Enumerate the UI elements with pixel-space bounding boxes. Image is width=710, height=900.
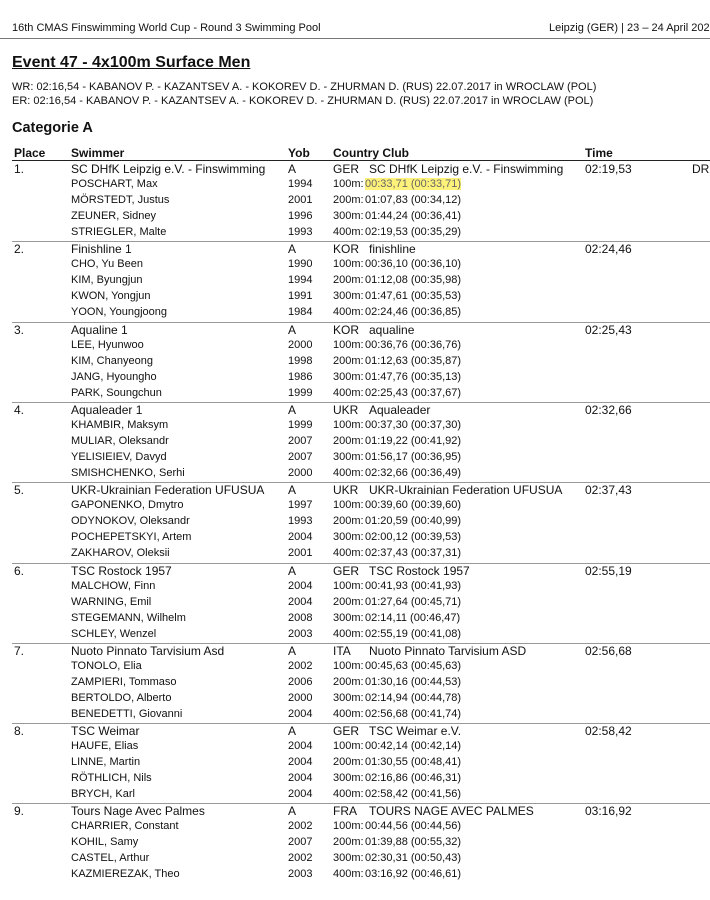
swimmer-name: CASTEL, Arthur	[71, 852, 150, 865]
swimmer-yob: 1990	[288, 258, 313, 271]
swimmer-name: KIM, Chanyeong	[71, 354, 153, 367]
team-place: 2.	[14, 242, 25, 257]
swimmer-yob: 2002	[288, 852, 313, 865]
team-country: FRA	[333, 804, 357, 819]
split-time: 00:36,76 (00:36,76)	[365, 338, 462, 351]
split-label: 300m:	[333, 370, 364, 383]
split-time: 01:39,88 (00:55,32)	[365, 836, 462, 849]
split-label: 400m:	[333, 466, 364, 479]
swimmer-row	[0, 274, 710, 290]
col-header-country-club: Country Club	[333, 146, 409, 160]
swimmer-row	[0, 612, 710, 628]
col-header-time: Time	[585, 146, 613, 160]
swimmer-yob: 1998	[288, 354, 313, 367]
split-label: 100m:	[333, 258, 364, 271]
page-header	[0, 0, 710, 39]
swimmer-row	[0, 419, 710, 435]
swimmer-name: MALCHOW, Finn	[71, 579, 156, 592]
swimmer-row	[0, 435, 710, 451]
team-club: Nuoto Pinnato Tarvisium ASD	[369, 643, 527, 658]
swimmer-row	[0, 531, 710, 547]
team-club: TSC Weimar e.V.	[369, 724, 462, 739]
swimmer-yob: 1994	[288, 274, 313, 287]
swimmer-yob: 2004	[288, 788, 313, 801]
swimmer-name: POCHEPETSKYI, Artem	[71, 531, 192, 544]
swimmer-yob: 2004	[288, 531, 313, 544]
swimmer-name: YELISIEIEV, Davyd	[71, 450, 167, 463]
swimmer-row	[0, 499, 710, 515]
split-time: 01:27,64 (00:45,71)	[365, 595, 462, 608]
swimmer-row	[0, 628, 710, 644]
split-time: 00:33,71 (00:33,71)	[365, 178, 462, 190]
swimmer-name: SCHLEY, Wenzel	[71, 627, 157, 640]
swimmer-yob: 1997	[288, 499, 313, 512]
split-label: 200m:	[333, 836, 364, 849]
team-country: GER	[333, 162, 360, 176]
split-label: 300m:	[333, 290, 364, 303]
split-time: 01:19,22 (00:41,92)	[365, 434, 462, 447]
split-label: 200m:	[333, 194, 364, 206]
split-label: 100m:	[333, 740, 364, 753]
split-label: 100m:	[333, 820, 364, 833]
venue-dates: Leipzig (GER) | 23 – 24 April 202	[549, 22, 710, 34]
team-place: 1.	[14, 162, 25, 176]
swimmer-name: KIM, Byungjun	[71, 274, 143, 287]
team-place: 4.	[14, 402, 25, 417]
split-label: 100m:	[333, 579, 364, 592]
team-name: UKR-Ukrainian Federation UFUSUA	[71, 483, 265, 498]
swimmer-yob: 1999	[288, 386, 313, 399]
split-label: 400m:	[333, 788, 364, 801]
split-label: 100m:	[333, 659, 364, 672]
split-label: 400m:	[333, 627, 364, 640]
swimmer-yob: 1994	[288, 178, 313, 190]
team-class: A	[288, 162, 297, 176]
swimmer-row	[0, 290, 710, 306]
team-class: A	[288, 563, 297, 578]
split-label: 300m:	[333, 852, 364, 865]
team-name: Aqualeader 1	[71, 402, 143, 417]
team-place: 5.	[14, 483, 25, 498]
swimmer-name: BRYCH, Karl	[71, 788, 135, 801]
swimmer-row	[0, 515, 710, 531]
swimmer-name: PARK, Soungchun	[71, 386, 162, 399]
swimmer-name: LINNE, Martin	[71, 756, 141, 769]
swimmer-yob: 2007	[288, 836, 313, 849]
swimmer-row	[0, 852, 710, 868]
swimmer-row	[0, 306, 710, 322]
swimmer-yob: 2000	[288, 338, 313, 351]
swimmer-row	[0, 194, 710, 210]
swimmer-row	[0, 836, 710, 852]
split-label: 300m:	[333, 691, 364, 704]
team-country: GER	[333, 724, 360, 739]
swimmer-yob: 2002	[288, 820, 313, 833]
swimmer-name: KAZMIEREZAK, Theo	[71, 868, 180, 881]
split-time: 02:24,46 (00:36,85)	[365, 306, 462, 319]
swimmer-row	[0, 596, 710, 612]
swimmer-yob: 1986	[288, 370, 313, 383]
team-place: 8.	[14, 724, 25, 739]
split-label: 100m:	[333, 499, 364, 512]
swimmer-name: LEE, Hyunwoo	[71, 338, 144, 351]
swimmer-name: MULIAR, Oleksandr	[71, 434, 169, 447]
team-class: A	[288, 643, 297, 658]
swimmer-yob: 2003	[288, 627, 313, 640]
team-country: KOR	[333, 242, 360, 257]
swimmer-yob: 2001	[288, 194, 313, 206]
split-label: 400m:	[333, 868, 364, 881]
team-country: ITA	[333, 643, 351, 658]
swimmer-row	[0, 660, 710, 676]
team-name: Aqualine 1	[71, 322, 128, 337]
swimmer-name: HAUFE, Elias	[71, 740, 139, 753]
split-time: 01:44,24 (00:36,41)	[365, 210, 462, 222]
swimmer-yob: 2004	[288, 579, 313, 592]
split-label: 400m:	[333, 226, 364, 238]
category-heading: Categorie A	[12, 120, 93, 136]
team-place: 3.	[14, 322, 25, 337]
team-club: Aqualeader	[369, 402, 431, 417]
team-name: Nuoto Pinnato Tarvisium Asd	[71, 643, 225, 658]
swimmer-row	[0, 371, 710, 387]
split-time: 02:16,86 (00:46,31)	[365, 772, 462, 785]
swimmer-name: GAPONENKO, Dmytro	[71, 499, 184, 512]
team-time: 03:16,92	[585, 804, 632, 819]
swimmer-row	[0, 355, 710, 371]
team-name: SC DHfK Leipzig e.V. - Finswimming	[71, 162, 266, 176]
team-country: GER	[333, 563, 360, 578]
team-name: TSC Weimar	[71, 724, 140, 739]
team-club: finishline	[369, 242, 416, 257]
split-time: 01:47,76 (00:35,13)	[365, 370, 462, 383]
swimmer-row	[0, 756, 710, 772]
col-header-swimmer: Swimmer	[71, 146, 125, 160]
team-name: Tours Nage Avec Palmes	[71, 804, 205, 819]
team-place: 6.	[14, 563, 25, 578]
team-country: UKR	[333, 402, 359, 417]
split-time: 00:44,56 (00:44,56)	[365, 820, 462, 833]
team-time: 02:25,43	[585, 322, 632, 337]
split-label: 400m:	[333, 707, 364, 720]
swimmer-row	[0, 258, 710, 274]
swimmer-name: WARNING, Emil	[71, 595, 152, 608]
team-club: TSC Rostock 1957	[369, 563, 470, 578]
swimmer-yob: 2007	[288, 450, 313, 463]
split-time: 00:41,93 (00:41,93)	[365, 579, 462, 592]
swimmer-name: RÖTHLICH, Nils	[71, 772, 152, 785]
team-class: A	[288, 724, 297, 739]
swimmer-name: STRIEGLER, Malte	[71, 226, 167, 238]
swimmer-row	[0, 467, 710, 483]
swimmer-yob: 2002	[288, 659, 313, 672]
swimmer-name: SMISHCHENKO, Serhi	[71, 466, 185, 479]
swimmer-name: ZEUNER, Sidney	[71, 210, 156, 222]
split-time: 00:42,14 (00:42,14)	[365, 740, 462, 753]
split-time: 02:30,31 (00:50,43)	[365, 852, 462, 865]
split-label: 300m:	[333, 611, 364, 624]
split-time: 02:14,94 (00:44,78)	[365, 691, 462, 704]
swimmer-name: JANG, Hyoungho	[71, 370, 157, 383]
swimmer-name: STEGEMANN, Wilhelm	[71, 611, 186, 624]
split-time: 00:39,60 (00:39,60)	[365, 499, 462, 512]
team-time: 02:19,53	[585, 162, 632, 176]
team-club: aqualine	[369, 322, 415, 337]
team-row	[0, 644, 710, 660]
split-time: 01:12,63 (00:35,87)	[365, 354, 462, 367]
split-time: 00:45,63 (00:45,63)	[365, 659, 462, 672]
team-class: A	[288, 242, 297, 257]
team-place: 7.	[14, 643, 25, 658]
swimmer-row	[0, 868, 710, 884]
swimmer-row	[0, 740, 710, 756]
team-row	[0, 564, 710, 580]
split-label: 300m:	[333, 531, 364, 544]
swimmer-yob: 2000	[288, 466, 313, 479]
split-label: 400m:	[333, 306, 364, 319]
team-country: UKR	[333, 483, 359, 498]
swimmer-row	[0, 339, 710, 355]
split-time: 02:25,43 (00:37,67)	[365, 386, 462, 399]
team-row	[0, 483, 710, 499]
swimmer-row	[0, 708, 710, 724]
split-label: 300m:	[333, 210, 364, 222]
team-class: A	[288, 804, 297, 819]
team-club: SC DHfK Leipzig e.V. - Finswimming	[369, 162, 564, 176]
swimmer-name: KWON, Yongjun	[71, 290, 151, 303]
swimmer-yob: 2007	[288, 434, 313, 447]
swimmer-name: POSCHART, Max	[71, 178, 158, 190]
swimmer-name: KOHIL, Samy	[71, 836, 139, 849]
swimmer-yob: 2004	[288, 740, 313, 753]
swimmer-row	[0, 210, 710, 226]
split-time: 03:16,92 (00:46,61)	[365, 868, 462, 881]
swimmer-yob: 2004	[288, 756, 313, 769]
swimmer-row	[0, 676, 710, 692]
swimmer-name: CHARRIER, Constant	[71, 820, 179, 833]
swimmer-yob: 2001	[288, 547, 313, 560]
team-row	[0, 162, 710, 178]
swimmer-name: ZAKHAROV, Oleksii	[71, 547, 170, 560]
swimmer-yob: 2000	[288, 691, 313, 704]
swimmer-yob: 1984	[288, 306, 313, 319]
swimmer-yob: 2004	[288, 595, 313, 608]
split-label: 200m:	[333, 434, 364, 447]
split-label: 200m:	[333, 756, 364, 769]
split-time: 01:20,59 (00:40,99)	[365, 515, 462, 528]
split-time: 02:55,19 (00:41,08)	[365, 627, 462, 640]
split-time: 02:00,12 (00:39,53)	[365, 531, 462, 544]
team-row	[0, 403, 710, 419]
team-time: 02:55,19	[585, 563, 632, 578]
split-time: 02:58,42 (00:41,56)	[365, 788, 462, 801]
split-time: 01:30,55 (00:48,41)	[365, 756, 462, 769]
swimmer-name: ZAMPIERI, Tommaso	[71, 675, 177, 688]
swimmer-yob: 1991	[288, 290, 313, 303]
team-row	[0, 323, 710, 339]
split-label: 200m:	[333, 595, 364, 608]
split-label: 200m:	[333, 354, 364, 367]
split-time: 02:56,68 (00:41,74)	[365, 707, 462, 720]
competition-title: 16th CMAS Finswimming World Cup - Round 3 Swimming Pool	[12, 22, 321, 34]
header-rule	[12, 160, 710, 161]
swimmer-yob: 1999	[288, 418, 313, 431]
swimmer-name: BENEDETTI, Giovanni	[71, 707, 183, 720]
swimmer-yob: 2004	[288, 772, 313, 785]
swimmer-yob: 1993	[288, 515, 313, 528]
team-row	[0, 242, 710, 258]
split-time: 01:07,83 (00:34,12)	[365, 194, 462, 206]
swimmer-row	[0, 451, 710, 467]
swimmer-yob: 1993	[288, 226, 313, 238]
team-time: 02:37,43	[585, 483, 632, 498]
world-record: WR: 02:16,54 - KABANOV P. - KAZANTSEV A. - KOKOREV D. - ZHURMAN D. (RUS) 22.07.2017 in WROCLAW (POL)	[12, 81, 597, 93]
split-label: 200m:	[333, 515, 364, 528]
split-time: 02:32,66 (00:36,49)	[365, 466, 462, 479]
col-header-place: Place	[14, 146, 46, 160]
swimmer-row	[0, 580, 710, 596]
swimmer-yob: 2006	[288, 675, 313, 688]
european-record: ER: 02:16,54 - KABANOV P. - KAZANTSEV A. - KOKOREV D. - ZHURMAN D. (RUS) 22.07.2017 in WROCLAW (POL)	[12, 95, 594, 107]
swimmer-yob: 2003	[288, 868, 313, 881]
swimmer-name: YOON, Youngjoong	[71, 306, 168, 319]
swimmer-row	[0, 387, 710, 403]
split-label: 300m:	[333, 772, 364, 785]
team-club: UKR-Ukrainian Federation UFUSUA	[369, 483, 563, 498]
event-title: Event 47 - 4x100m Surface Men	[12, 54, 251, 71]
split-label: 100m:	[333, 338, 364, 351]
team-name: Finishline 1	[71, 242, 132, 257]
split-label: 100m:	[333, 178, 364, 190]
swimmer-row	[0, 547, 710, 563]
team-class: A	[288, 483, 297, 498]
swimmer-row	[0, 178, 710, 194]
swimmer-name: BERTOLDO, Alberto	[71, 691, 172, 704]
split-label: 400m:	[333, 547, 364, 560]
swimmer-name: KHAMBIR, Maksym	[71, 418, 169, 431]
swimmer-row	[0, 226, 710, 242]
team-country: KOR	[333, 322, 360, 337]
split-time: 00:37,30 (00:37,30)	[365, 418, 462, 431]
split-time: 02:14,11 (00:46,47)	[365, 611, 461, 624]
swimmer-yob: 2008	[288, 611, 313, 624]
team-time: 02:56,68	[585, 643, 632, 658]
team-row	[0, 804, 710, 820]
team-time: 02:58,42	[585, 724, 632, 739]
split-label: 200m:	[333, 675, 364, 688]
split-label: 200m:	[333, 274, 364, 287]
team-name: TSC Rostock 1957	[71, 563, 172, 578]
swimmer-row	[0, 772, 710, 788]
team-time: 02:32,66	[585, 402, 632, 417]
swimmer-name: MÖRSTEDT, Justus	[71, 194, 170, 206]
team-time: 02:24,46	[585, 242, 632, 257]
team-club: TOURS NAGE AVEC PALMES	[369, 804, 534, 819]
swimmer-yob: 1996	[288, 210, 313, 222]
split-time: 01:47,61 (00:35,53)	[365, 290, 462, 303]
split-label: 400m:	[333, 386, 364, 399]
swimmer-row	[0, 692, 710, 708]
team-place: 9.	[14, 804, 25, 819]
split-time: 01:12,08 (00:35,98)	[365, 274, 462, 287]
team-note: DR	[692, 162, 710, 176]
team-class: A	[288, 322, 297, 337]
team-class: A	[288, 402, 297, 417]
swimmer-yob: 2004	[288, 707, 313, 720]
swimmer-name: ODYNOKOV, Oleksandr	[71, 515, 190, 528]
split-label: 100m:	[333, 418, 364, 431]
swimmer-row	[0, 788, 710, 804]
swimmer-row	[0, 820, 710, 836]
split-time: 01:56,17 (00:36,95)	[365, 450, 462, 463]
split-time: 02:37,43 (00:37,31)	[365, 547, 462, 560]
split-time: 01:30,16 (00:44,53)	[365, 675, 462, 688]
col-header-yob: Yob	[288, 146, 310, 160]
split-time: 00:36,10 (00:36,10)	[365, 258, 462, 271]
swimmer-name: TONOLO, Elia	[71, 659, 142, 672]
split-label: 300m:	[333, 450, 364, 463]
split-time: 02:19,53 (00:35,29)	[365, 226, 462, 238]
team-row	[0, 724, 710, 740]
swimmer-name: CHO, Yu Been	[71, 258, 143, 271]
